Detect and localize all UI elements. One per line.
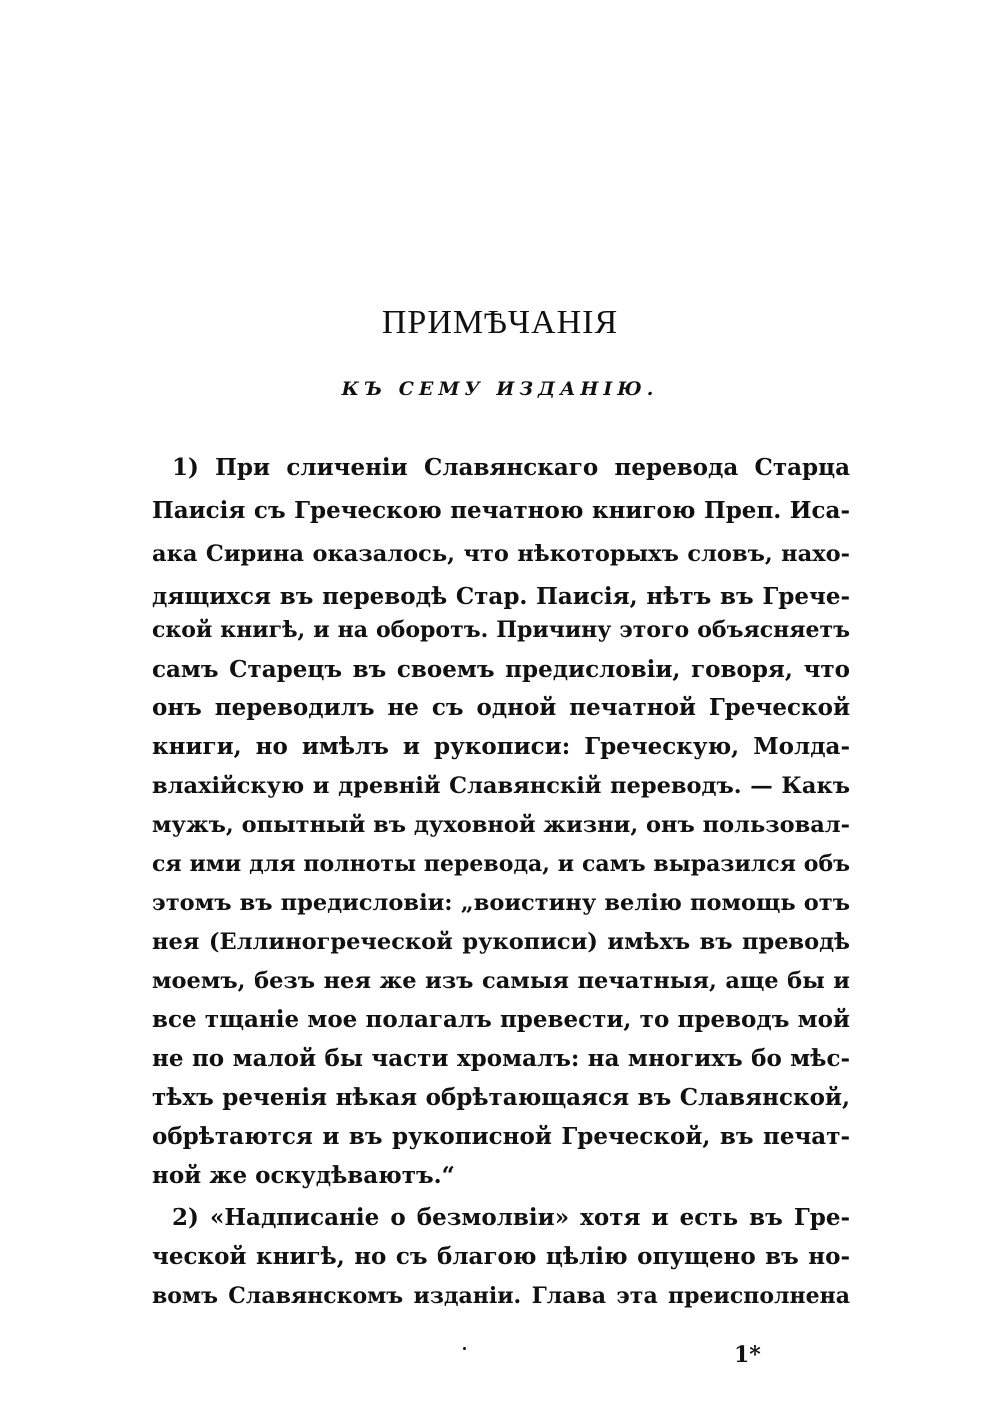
text-line: вомъ Славянскомъ изданіи. Глава эта преисполнена — [152, 1283, 850, 1309]
text-line: ся ими для полноты перевода, и самъ выразился объ — [152, 851, 850, 877]
text-line: онъ переводилъ не съ одной печатной Греческой — [152, 694, 850, 721]
text-line: дящихся въ переводѣ Стар. Паисія, нѣтъ въ Грече- — [152, 583, 850, 610]
ink-dot — [463, 1347, 466, 1350]
text-line: влахійскую и древній Славянскій переводъ. — Какъ — [152, 773, 850, 799]
text-line: ческой книгѣ, но съ благою цѣлію опущено въ но- — [152, 1243, 850, 1270]
page-number: 1* — [734, 1342, 761, 1368]
page-title: ПРИМѢЧАНІЯ — [381, 304, 619, 341]
text-line: все тщаніе мое полагалъ превести, то преводъ мой — [152, 1006, 850, 1033]
text-line: 1) При сличеніи Славянскаго перевода Старца — [172, 454, 850, 481]
text-line: не по малой бы части хромалъ: на многихъ бо мѣс- — [152, 1045, 850, 1072]
text-line: этомъ въ предисловіи: „воистину велію помощь отъ — [152, 890, 850, 916]
text-line: книги, но имѣлъ и рукописи: Греческую, Молда- — [152, 733, 850, 760]
page-subtitle: КЪ СЕМУ ИЗДАНІЮ. — [341, 378, 659, 400]
text-line: мужъ, опытный въ духовной жизни, онъ пользовал- — [152, 812, 850, 838]
text-line: тѣхъ реченія нѣкая обрѣтающаяся въ Славянской, — [152, 1084, 850, 1111]
text-line: самъ Старецъ въ своемъ предисловіи, говоря, что — [152, 656, 850, 683]
text-line: aка Сирина оказалось, что нѣкоторыхъ словъ, нахо- — [152, 541, 850, 567]
text-line: Паисія съ Греческою печатною книгою Преп. Иса- — [152, 497, 850, 524]
text-line: моемъ, безъ нея же изъ самыя печатныя, аще бы и — [152, 968, 850, 994]
text-line: ской книгѣ, и на оборотъ. Причину этого объясняетъ — [152, 617, 850, 643]
text-line: нея (Еллиногреческой рукописи) имѣхъ въ преводѣ — [152, 929, 850, 955]
text-line: обрѣтаются и въ рукописной Греческой, въ печат- — [152, 1123, 850, 1150]
text-line: 2) «Надписаніе о безмолвіи» хотя и есть въ Гре- — [172, 1204, 850, 1231]
text-line: ной же оскудѣваютъ.“ — [152, 1162, 455, 1189]
